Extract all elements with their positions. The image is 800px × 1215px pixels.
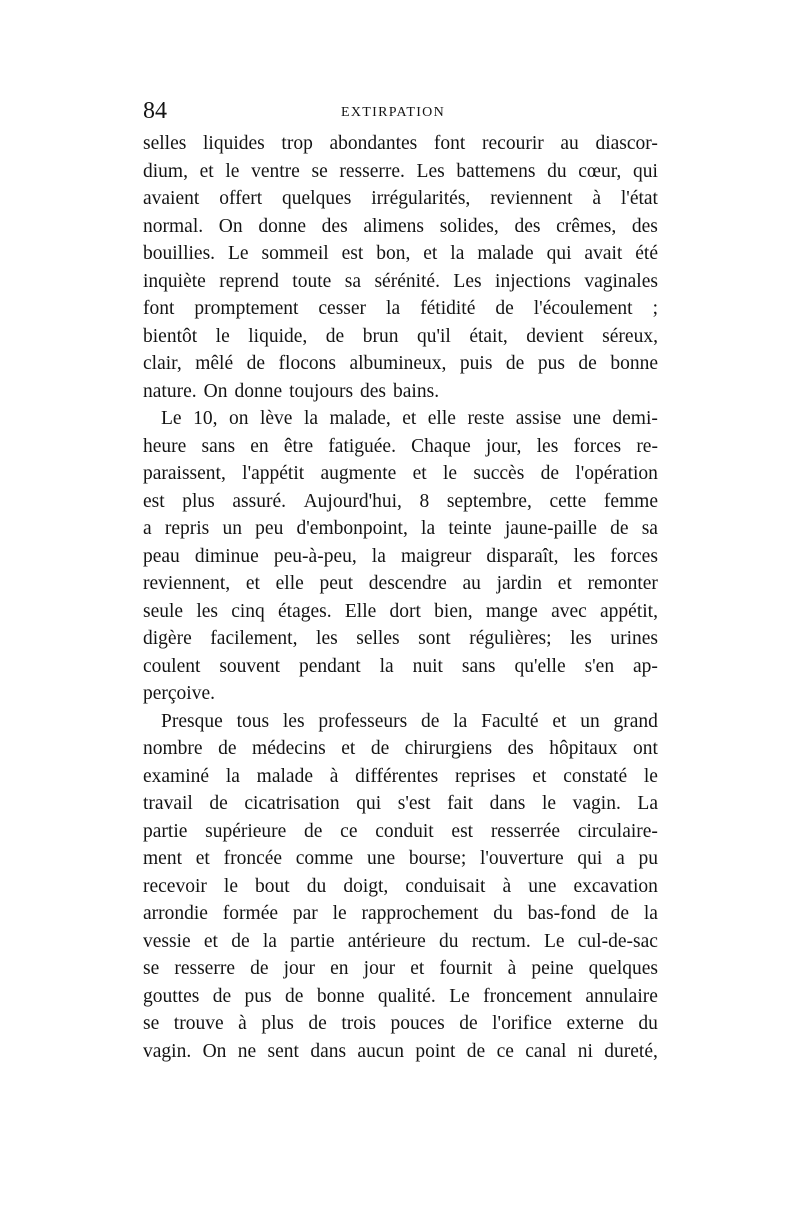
text-line: normal. On donne des alimens solides, des crêmes, des: [143, 215, 658, 237]
text-line: paraissent, l'appétit augmente et le succès de l'opération: [143, 463, 658, 484]
text-line: ment et froncée comme une bourse; l'ouverture qui a pu: [143, 848, 658, 869]
text-line: clair, mêlé de flocons albumineux, puis de pus de bonne: [143, 353, 658, 374]
text-line: font promptement cesser la fétidité de l'écoulement ;: [143, 298, 658, 319]
text-line: peau diminue peu-à-peu, la maigreur disparaît, les forces: [143, 545, 658, 567]
text-line: est plus assuré. Aujourd'hui, 8 septembre, cette femme: [143, 490, 658, 512]
text-line: digère facilement, les selles sont régulières; les urines: [143, 628, 658, 649]
text-line: travail de cicatrisation qui s'est fait dans le vagin. La: [143, 793, 658, 814]
text-line: examiné la malade à différentes reprises et constaté le: [143, 765, 658, 787]
text-line: vagin. On ne sent dans aucun point de ce canal ni dureté,: [143, 1040, 658, 1062]
page-number: 84: [143, 98, 167, 124]
text-line: arrondie formée par le rapprochement du bas-fond de la: [143, 903, 658, 924]
text-line: inquiète reprend toute sa sérénité. Les injections vaginales: [143, 270, 658, 292]
body-text: [143, 130, 658, 1065]
text-line: avaient offert quelques irrégularités, reviennent à l'état: [143, 188, 658, 209]
text-line: Le 10, on lève la malade, et elle reste assise une demi-: [161, 408, 658, 429]
text-line: reviennent, et elle peut descendre au jardin et remonter: [143, 573, 658, 594]
running-title: EXTIRPATION: [341, 105, 446, 120]
text-line: dium, et le ventre se resserre. Les battemens du cœur, qui: [143, 160, 658, 182]
text-line: nature. On donne toujours des bains.: [143, 380, 440, 402]
text-line: heure sans en être fatiguée. Chaque jour, les forces re-: [143, 435, 658, 457]
text-line: nombre de médecins et de chirurgiens des hôpitaux ont: [143, 738, 658, 759]
text-line: selles liquides trop abondantes font recourir au diascor-: [143, 133, 658, 154]
text-line: Presque tous les professeurs de la Faculté et un grand: [161, 710, 658, 732]
text-line: seule les cinq étages. Elle dort bien, mange avec appétit,: [143, 600, 658, 622]
text-line: coulent souvent pendant la nuit sans qu'elle s'en ap-: [143, 655, 658, 677]
text-line: partie supérieure de ce conduit est resserrée circulaire-: [143, 820, 658, 842]
text-line: a repris un peu d'embonpoint, la teinte jaune-paille de sa: [143, 518, 658, 539]
text-line: gouttes de pus de bonne qualité. Le froncement annulaire: [143, 985, 658, 1007]
text-line: se trouve à plus de trois pouces de l'orifice externe du: [143, 1013, 658, 1034]
text-line: bouillies. Le sommeil est bon, et la malade qui avait été: [143, 243, 658, 264]
text-line: vessie et de la partie antérieure du rectum. Le cul-de-sac: [143, 930, 658, 952]
text-line: se resserre de jour en jour et fournit à peine quelques: [143, 958, 658, 979]
text-line: perçoive.: [143, 683, 216, 704]
running-head: [143, 94, 658, 128]
text-line: bientôt le liquide, de brun qu'il était, devient séreux,: [143, 325, 658, 347]
text-line: recevoir le bout du doigt, conduisait à une excavation: [143, 875, 658, 897]
